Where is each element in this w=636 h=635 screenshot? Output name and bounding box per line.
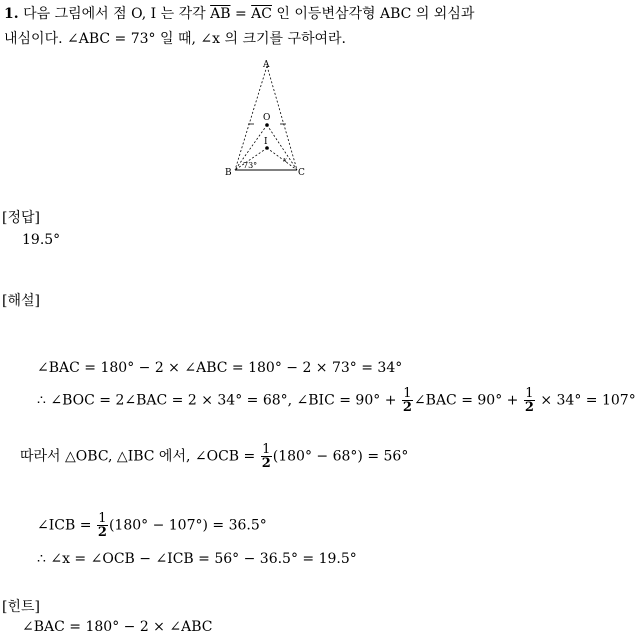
fraction-half: $\frac{1}{2}$ <box>261 442 271 471</box>
problem-line-1 <box>4 3 474 23</box>
segment-ac: $\overline{AC}$ <box>251 6 272 22</box>
solution-line-3: 따라서 △OBC, △IBC 에서, ∠OCB = $\frac{1}{2}$ (180° − 68°) = 56° <box>20 442 409 471</box>
equals-sign: = <box>230 6 252 22</box>
problem-line-2: 내심이다. ∠ABC = 73° 일 때, ∠x 의 크기를 구하여라. <box>4 31 347 47</box>
label-b: B <box>225 168 232 178</box>
angle-x-label: x <box>283 156 287 164</box>
problem-text-1: 다음 그림에서 점 O, I 는 각각 <box>23 6 211 22</box>
side-ac <box>267 66 297 170</box>
fraction-half: $\frac{1}{2}$ <box>524 386 534 415</box>
label-i: I <box>264 137 268 147</box>
solution-line-4: ∠ICB = $\frac{1}{2}$ (180° − 107°) = 36.5° <box>37 511 267 540</box>
hint-header: [힌트] <box>2 599 40 615</box>
solution-line-2: ∴ ∠BOC = 2∠BAC = 2 × 34° = 68°, ∠BIC = 90° + $\frac{1}{2}$ ∠BAC = 90° + $\frac{1}{2}$ × 34° = 107° <box>37 386 636 415</box>
line-ic <box>267 148 297 170</box>
point-o <box>265 123 269 127</box>
label-a: A <box>263 60 270 70</box>
angle-73-label: 73° <box>243 161 258 170</box>
problem-text-1-end: 인 이등변삼각형 ABC 의 외심과 <box>271 6 475 22</box>
answer-value: 19.5° <box>22 232 61 248</box>
triangle-figure <box>225 58 315 182</box>
solution-line-5: ∴ ∠x = ∠OCB − ∠ICB = 56° − 36.5° = 19.5° <box>37 551 357 567</box>
line-oc <box>267 125 297 170</box>
hint-text: ∠BAC = 180° − 2 × ∠ABC <box>22 619 213 635</box>
answer-header: [정답] <box>2 210 40 226</box>
solution-header: [해설] <box>2 293 40 309</box>
label-c: C <box>298 168 305 178</box>
fraction-half: $\frac{1}{2}$ <box>97 511 107 540</box>
segment-ab: $\overline{AB}$ <box>210 6 231 22</box>
problem-number: 1. <box>4 6 19 22</box>
fraction-half: $\frac{1}{2}$ <box>402 386 412 415</box>
solution-line-1: ∠BAC = 180° − 2 × ∠ABC = 180° − 2 × 73° = 34° <box>37 360 403 376</box>
label-o: O <box>263 113 271 123</box>
